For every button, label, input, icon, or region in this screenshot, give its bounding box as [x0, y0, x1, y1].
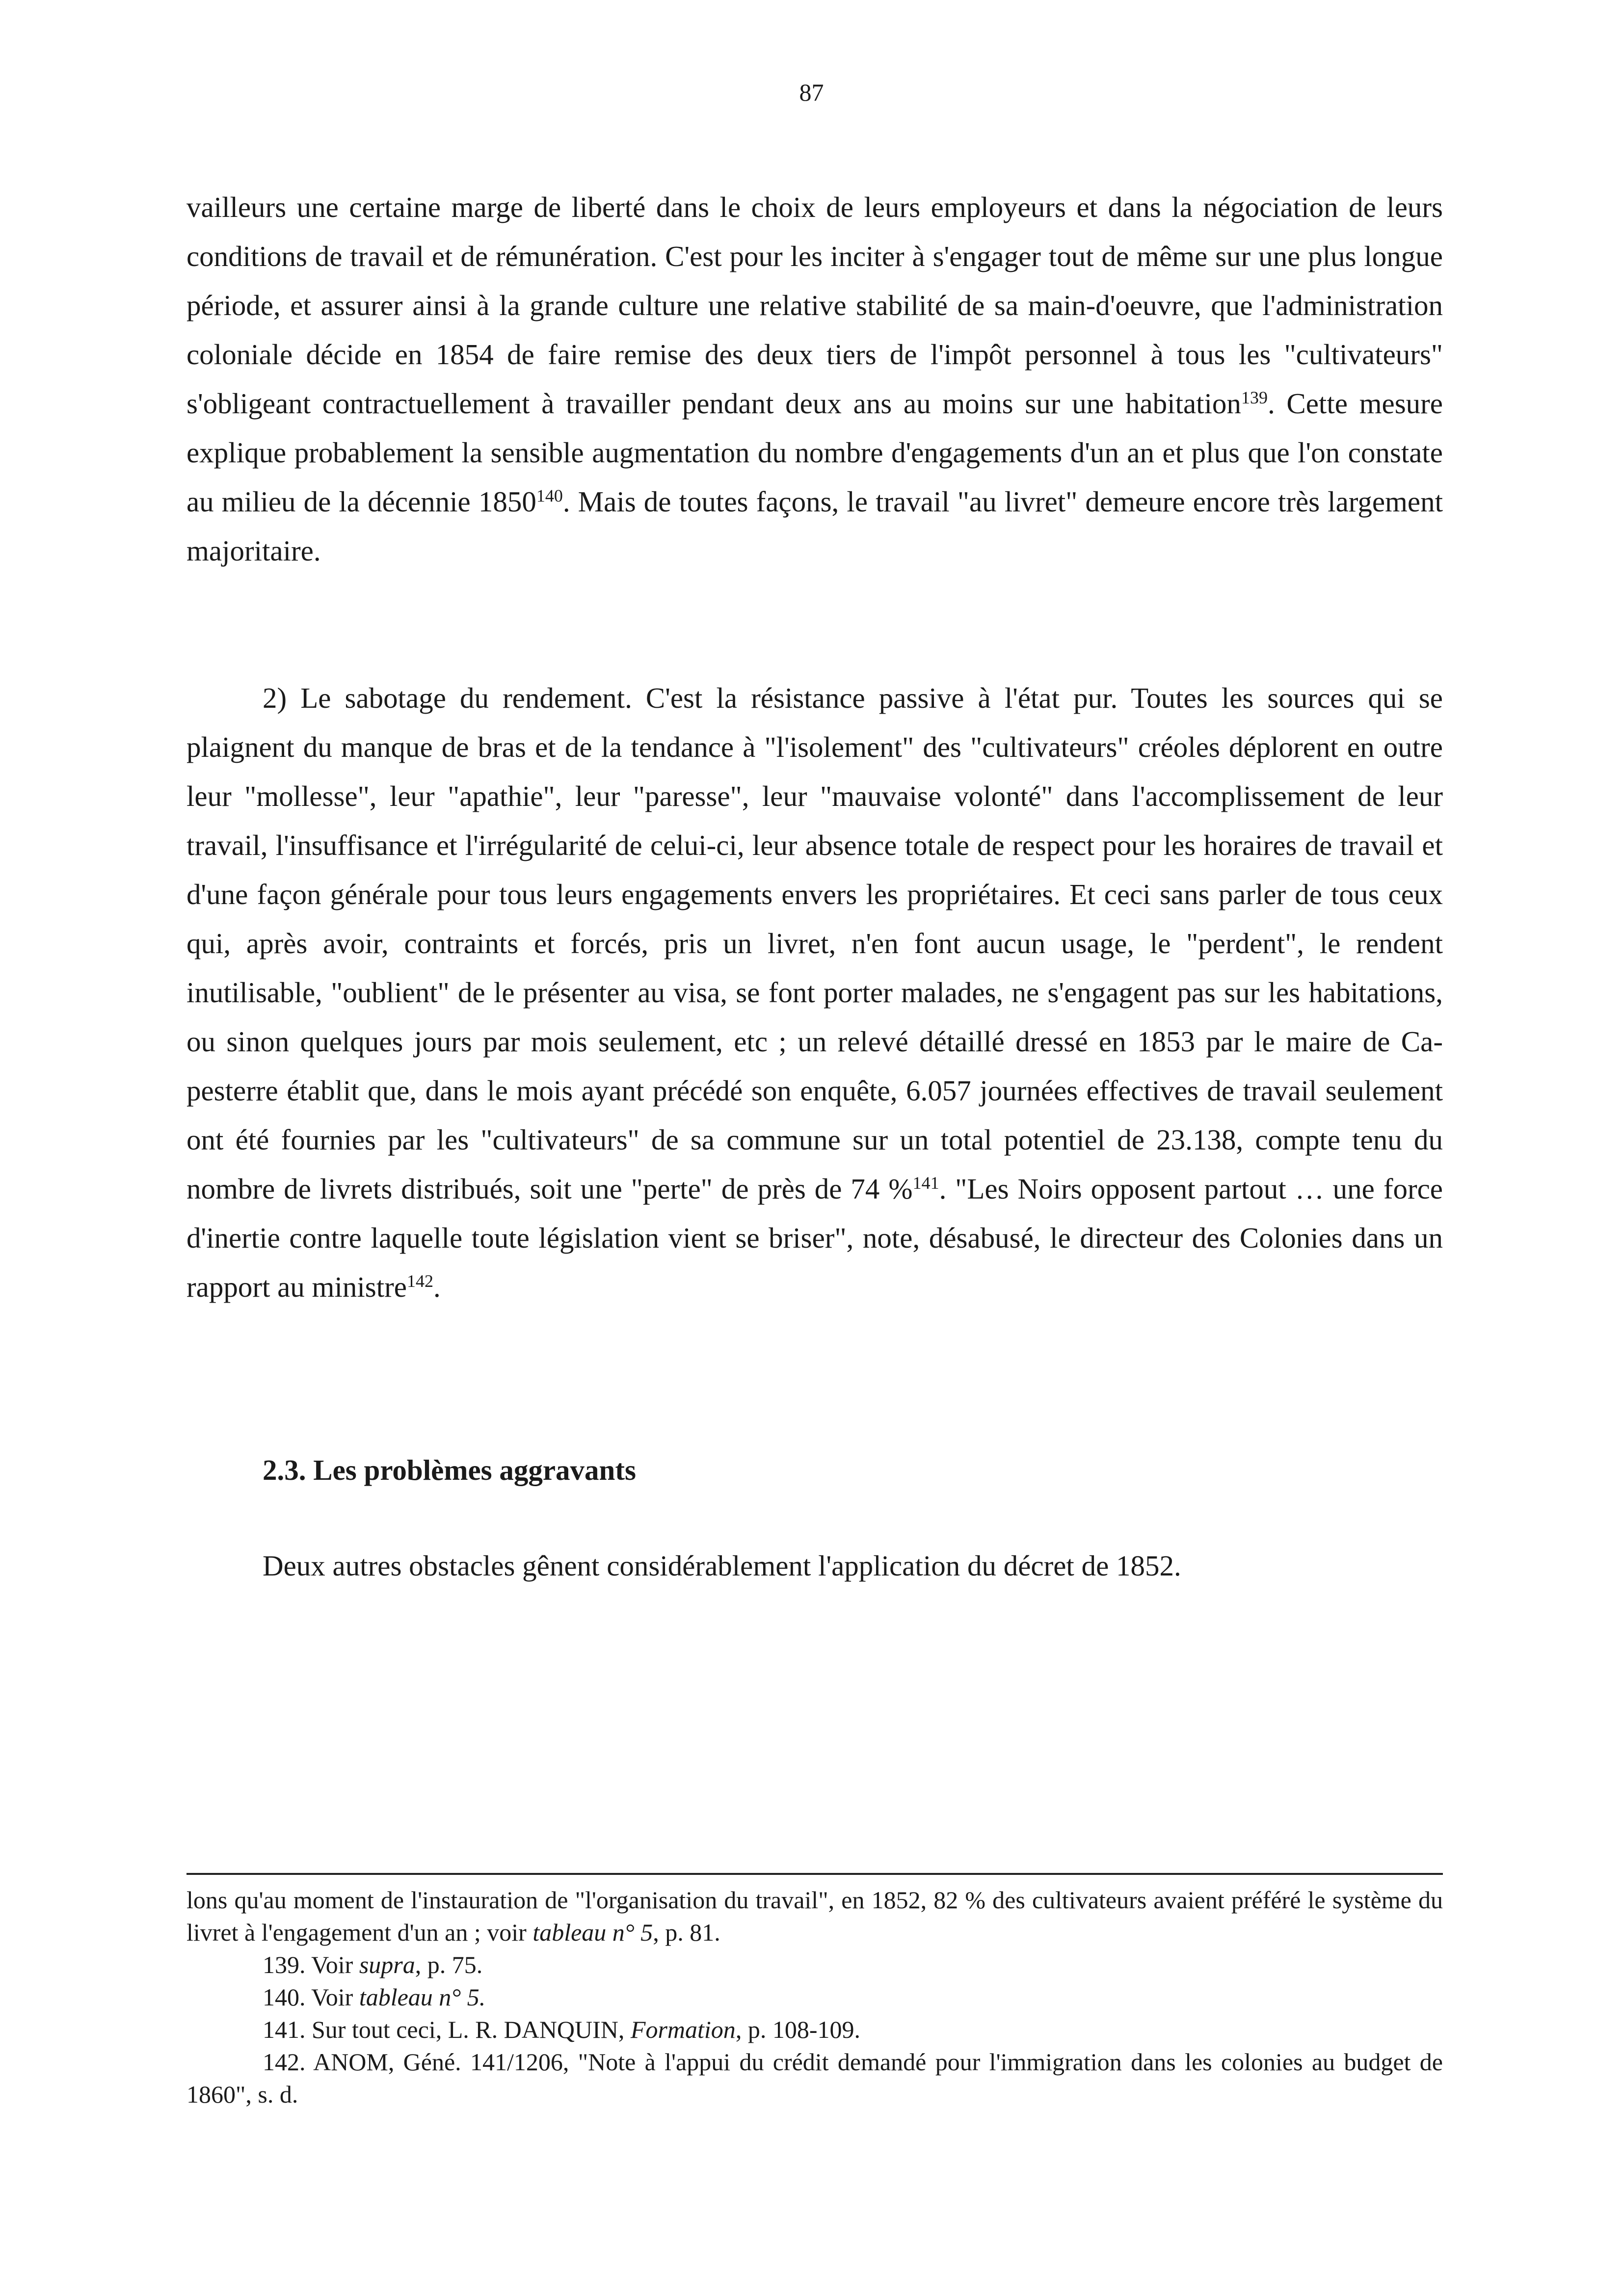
footnote-140 — [186, 1981, 1443, 2013]
footnote-continuation-text: lons qu'au moment de l'instauration de "l'organisation du travail", en 1852, 82 % des cultivateurs avaient préféré le système du livret à l'engagement d'un an ; voir — [186, 1886, 1443, 1946]
footnotes — [186, 1884, 1443, 2110]
paragraph-2-text: 2) Le sabotage du rendement. C'est la résistance passive à l'état pur. Toutes les sources qui se plaignent du manque de bras et de la tendance à "l'isolement" des "cultivateurs" créoles déplorent en outre leur "mollesse", leur "apathie", leur "paresse", leur "mauvaise volonté" dans l'accomplissement de leur travail, l'insuffisance et l'irrégularité de celui-ci, leur absence totale de respect pour les horaires de travail et d'une façon générale pour tous leurs engagements envers les propriétaires. Et ceci sans parler de tous ceux qui, après avoir, contraints et forcés, pris un livret, n'en font aucun usage, le "perdent", le rendent inutilisable, "oublient" de le présenter au visa, se font porter malades, ne s'engagent pas sur les habitations, ou sinon quelques jours par mois seulement, etc ; un relevé détaillé dressé en 1853 par le maire de Capesterre établit que, dans le mois ayant précédé son enquête, 6.057 journées effectives de travail seulement ont été fournies par les "cultivateurs" de sa commune sur un total potentiel de 23.138, compte tenu du nombre de livrets distribués, soit une "perte" de près de 74 % — [186, 682, 1443, 1205]
footnote-continuation-italic: tableau n° 5 — [532, 1919, 653, 1946]
paragraph-2-text-c: . — [433, 1271, 441, 1303]
footnote-141-italic: Formation — [630, 2016, 736, 2043]
footnote-139-italic: supra — [359, 1951, 415, 1978]
page-number: 87 — [799, 79, 824, 106]
footnote-142: 142. ANOM, Géné. 141/1206, "Note à l'appui du crédit demandé pour l'immigration dans les colonies au budget de 1860", s. d. — [186, 2048, 1443, 2108]
footnote-141 — [186, 2013, 1443, 2046]
footnote-139 — [186, 1949, 1443, 1981]
footnote-continuation — [186, 1884, 1443, 1949]
section-heading: 2.3. Les problèmes aggravants — [263, 1454, 636, 1486]
paragraph-1-text-b: . Cette mesure explique probablement la sensible augmentation du nombre d'engagements d'un an et plus que l'on constate au milieu de la décennie 1850 — [186, 387, 1443, 518]
footnote-ref-142[interactable]: 142 — [406, 1271, 433, 1291]
footnote-141-end: , p. 108-109. — [735, 2016, 860, 2043]
footnote-139-end: , p. 75. — [415, 1951, 483, 1978]
footnote-ref-140[interactable]: 140 — [536, 486, 563, 506]
footnote-139-text: 139. Voir — [263, 1951, 359, 1978]
footnote-continuation-end: , p. 81. — [653, 1919, 720, 1946]
footnote-140-text: 140. Voir — [263, 1983, 359, 2011]
paragraph-1 — [186, 183, 1443, 575]
footnote-ref-139[interactable]: 139 — [1241, 388, 1268, 407]
section-intro: Deux autres obstacles gênent considérablement l'application du décret de 1852. — [263, 1549, 1181, 1582]
footnote-divider — [186, 1873, 1443, 1875]
footnote-140-italic: tableau n° 5. — [359, 1983, 486, 2011]
paragraph-2 — [186, 673, 1443, 1311]
paragraph-1-text-c: . Mais de toutes façons, le travail "au livret" demeure encore très largement majoritaire. — [186, 485, 1443, 567]
footnote-141-text: 141. Sur tout ceci, L. R. DANQUIN, — [263, 2016, 631, 2043]
footnote-ref-141[interactable]: 141 — [912, 1173, 939, 1193]
paragraph-1-text: vailleurs une certaine marge de liberté dans le choix de leurs employeurs et dans la négociation de leurs conditions de travail et de rémunération. C'est pour les inciter à s'engager tout de même sur une plus longue période, et assurer ainsi à la grande culture une relative stabilité de sa main-d'oeuvre, que l'administration coloniale décide en 1854 de faire remise des deux tiers de l'impôt personnel à tous les "cultivateurs" s'obligeant contractuellement à travailler pendant deux ans au moins sur une habitation — [186, 191, 1443, 420]
paragraph-2-text-b: . "Les Noirs opposent partout … une force d'inertie contre laquelle toute législation vient se briser", note, désabusé, le directeur des Colonies dans un rapport au ministre — [186, 1173, 1443, 1303]
